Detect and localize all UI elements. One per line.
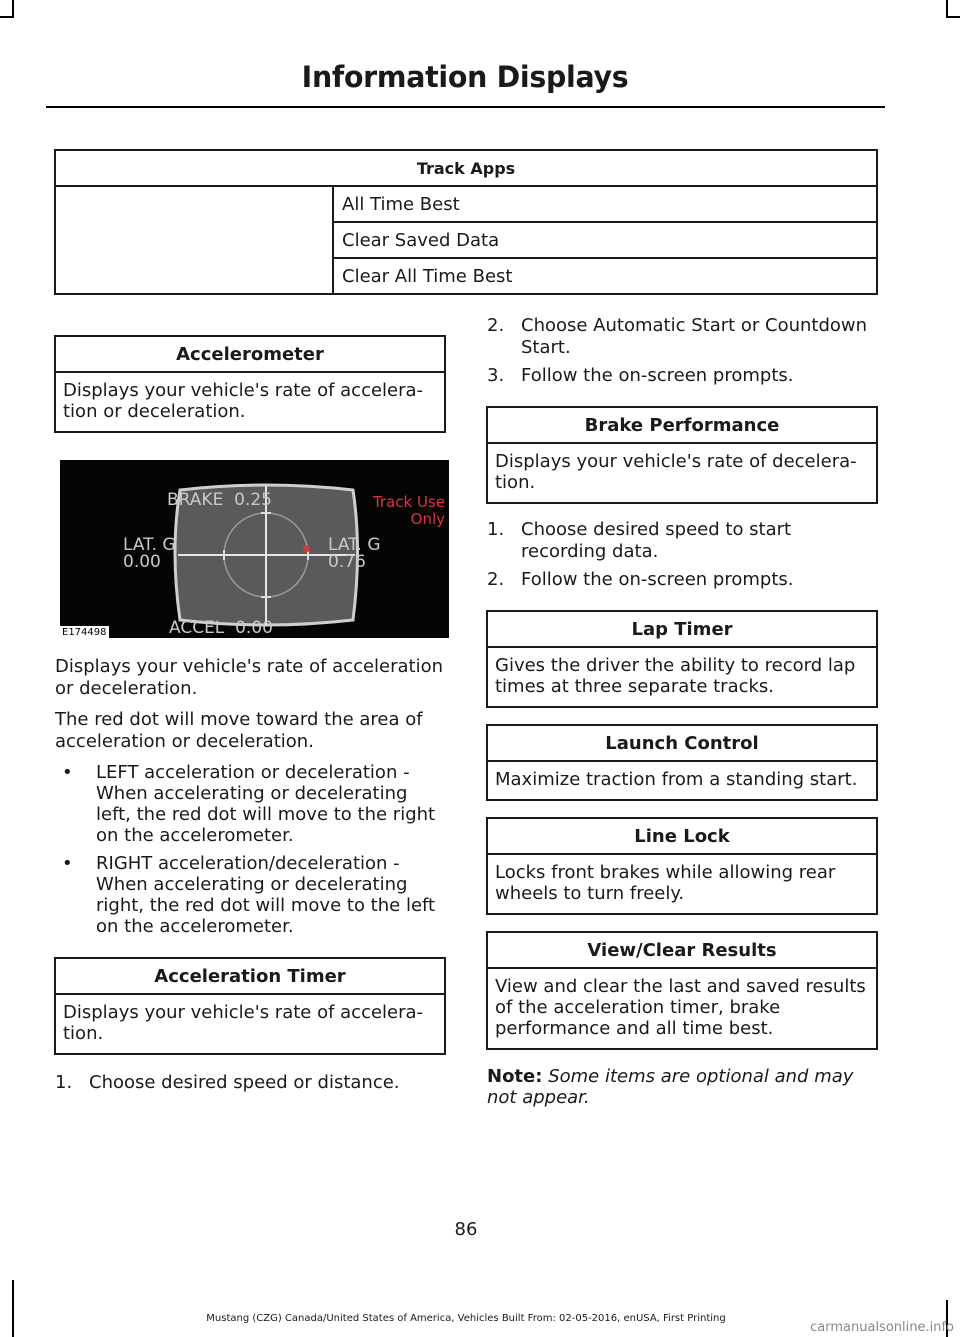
acceleration-timer-body: Displays your vehicle's rate of accelera-tion. xyxy=(55,994,445,1054)
lat-right xyxy=(328,537,381,571)
view-clear-results-table xyxy=(486,931,878,1050)
acceleration-timer-table xyxy=(54,957,446,1055)
note-text: Some items are optional and may not appear. xyxy=(487,1066,854,1108)
step-number: 2. xyxy=(487,569,505,590)
accel-value: 0.00 xyxy=(235,618,273,638)
accelerometer-figure xyxy=(60,460,449,638)
bullet-dot: • xyxy=(62,853,73,874)
lap-timer-body: Gives the driver the ability to record lap times at three separate tracks. xyxy=(487,647,877,707)
accelerometer-red-dot xyxy=(303,546,310,553)
lat-left-label: LAT. G xyxy=(123,535,176,555)
watermark: carmanualsonline.info xyxy=(810,1320,954,1335)
lat-right-value: 0.76 xyxy=(328,552,366,572)
track-apps-title: Track Apps xyxy=(55,150,877,186)
footer-text: Mustang (CZG) Canada/United States of America, Vehicles Built From: 02-05-2016, enUSA, First Printing xyxy=(206,1313,726,1324)
track-apps-empty-cell xyxy=(55,186,333,294)
line-lock-table xyxy=(486,817,878,915)
accel-label: ACCEL 0.00 xyxy=(169,618,273,638)
acceleration-timer-title: Acceleration Timer xyxy=(55,958,445,994)
track-use-warning: Track Use Only xyxy=(372,493,445,528)
crop-mark-bottom-left xyxy=(12,1280,14,1337)
brake-value: 0.25 xyxy=(234,490,272,510)
page-number: 86 xyxy=(454,1219,478,1240)
brake-performance-table xyxy=(486,406,878,504)
step-number: 3. xyxy=(487,365,505,386)
step-number: 2. xyxy=(487,315,505,336)
accelerometer-graphic xyxy=(60,460,449,638)
step-number: 1. xyxy=(487,519,505,540)
launch-control-body: Maximize traction from a standing start. xyxy=(487,761,877,800)
line-lock-body: Locks front brakes while allowing rear wheels to turn freely. xyxy=(487,854,877,914)
bullet-text: RIGHT acceleration/deceleration - When accelerating or decelerating right, the red dot will move to the left on the accelerometer. xyxy=(96,853,436,937)
note xyxy=(487,1066,879,1108)
lat-left-value: 0.00 xyxy=(123,552,161,572)
track-apps-item: Clear Saved Data xyxy=(333,222,877,258)
line-lock-title: Line Lock xyxy=(487,818,877,854)
crop-mark-top-left-h xyxy=(0,16,14,18)
crop-mark-top-right-h xyxy=(946,16,960,18)
view-clear-results-title: View/Clear Results xyxy=(487,932,877,968)
brake-label: BRAKE 0.25 xyxy=(167,490,272,510)
step-text: Choose Automatic Start or Countdown Start. xyxy=(521,315,868,358)
step-text: Choose desired speed to start recording data. xyxy=(521,519,792,562)
launch-control-table xyxy=(486,724,878,801)
step-number: 1. xyxy=(55,1072,73,1093)
figure-code: E174498 xyxy=(62,627,107,638)
note-label: Note: xyxy=(487,1066,543,1087)
bullet-text: LEFT acceleration or deceleration - When accelerating or decelerating left, the red dot will move to the right on the accelerometer. xyxy=(96,762,436,846)
view-clear-results-body: View and clear the last and saved results of the acceleration timer, brake performance and all time best. xyxy=(487,968,877,1049)
track-apps-item: Clear All Time Best xyxy=(333,258,877,294)
brake-performance-body: Displays your vehicle's rate of decelera-tion. xyxy=(487,443,877,503)
accelerometer-table xyxy=(54,335,446,433)
track-apps-item: All Time Best xyxy=(333,186,877,222)
step-text: Choose desired speed or distance. xyxy=(89,1072,400,1093)
accelerometer-body: Displays your vehicle's rate of accelera-tion or deceleration. xyxy=(55,372,445,432)
lap-timer-table xyxy=(486,610,878,708)
header-rule xyxy=(46,106,885,108)
page-title: Information Displays xyxy=(301,60,628,94)
lat-right-label: LAT. G xyxy=(328,535,381,555)
paragraph: Displays your vehicle's rate of acceleration or deceleration. xyxy=(55,656,444,699)
step-text: Follow the on-screen prompts. xyxy=(521,569,794,590)
lat-left xyxy=(123,537,176,571)
step-text: Follow the on-screen prompts. xyxy=(521,365,794,386)
paragraph: The red dot will move toward the area of acceleration or deceleration. xyxy=(55,709,423,752)
accelerometer-title: Accelerometer xyxy=(55,336,445,372)
bullet-dot: • xyxy=(62,762,73,783)
lap-timer-title: Lap Timer xyxy=(487,611,877,647)
launch-control-title: Launch Control xyxy=(487,725,877,761)
brake-performance-title: Brake Performance xyxy=(487,407,877,443)
track-apps-table xyxy=(54,149,878,295)
